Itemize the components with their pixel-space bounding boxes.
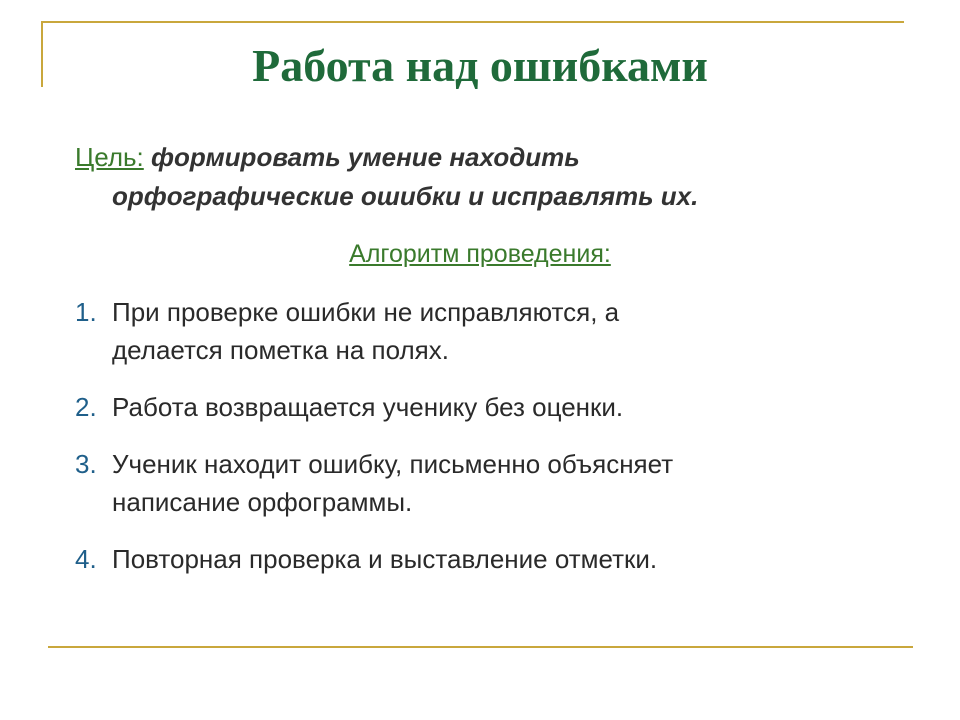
slide-title: Работа над ошибками (252, 40, 708, 91)
step-text-line-2: делается пометка на полях. (112, 335, 449, 365)
goal-text-line-2: орфографические ошибки и исправлять их. (112, 181, 699, 211)
step-text-line-1: Работа возвращается ученику без оценки. (112, 392, 624, 422)
goal-label: Цель: (75, 142, 144, 172)
step-item-3 (75, 445, 905, 521)
step-number: 4. (75, 544, 97, 574)
step-number: 1. (75, 297, 97, 327)
step-number: 3. (75, 449, 97, 479)
step-text-line-1: Повторная проверка и выставление отметки. (112, 544, 658, 574)
step-text-line-1: При проверке ошибки не исправляются, а (112, 297, 620, 327)
step-text-line-1: Ученик находит ошибку, письменно объясняет (112, 449, 674, 479)
step-text-line-2: написание орфограммы. (112, 487, 413, 517)
goal-block (75, 138, 905, 216)
bottom-border-line (48, 646, 913, 648)
step-number: 2. (75, 392, 97, 422)
top-border-line (41, 21, 904, 23)
step-item-4 (75, 540, 905, 578)
step-item-1 (75, 293, 905, 369)
algorithm-heading: Алгоритм проведения: (349, 240, 611, 268)
goal-text-line-1: формировать умение находить (151, 142, 580, 172)
steps-list (75, 293, 905, 597)
step-item-2 (75, 388, 905, 426)
algorithm-heading-block (0, 236, 960, 272)
